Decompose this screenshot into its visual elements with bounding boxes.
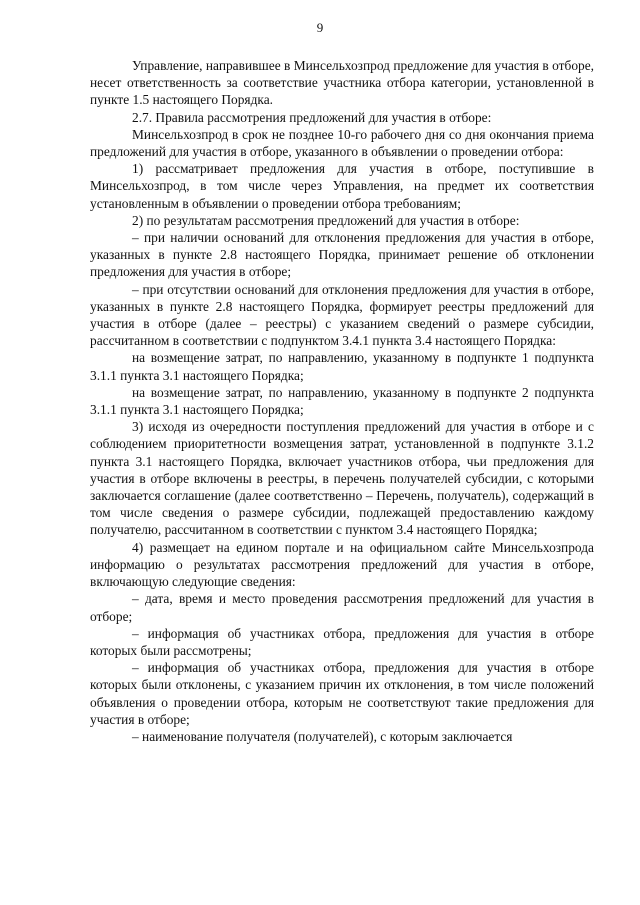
paragraph: на возмещение затрат, по направлению, указанному в подпункте 2 подпункта 3.1.1 пункта 3.1 настоящего Порядка;: [90, 384, 594, 418]
paragraph: – дата, время и место проведения рассмотрения предложений для участия в отборе;: [90, 591, 594, 624]
paragraph: – при отсутствии оснований для отклонения предложения для участия в отборе, указанных в пункте 2.8 настоящего Порядка, формирует реестры предложений для участия в отборе (далее – реестры) с указанием сведений о размере субсидии, рассчитанном в соответствии с подпунктом 3.4.1 пункта 3.4 настоящего Порядка:: [90, 281, 594, 349]
paragraph: 2) по результатам рассмотрения предложений для участия в отборе:: [132, 212, 520, 228]
paragraph: Минсельхозпрод в срок не позднее 10-го рабочего дня со дня окончания приема предложений для участия в отборе, указанного в объявлении о проведении отбора:: [90, 126, 594, 160]
paragraph: – при наличии оснований для отклонения предложения для участия в отборе, указанных в пункте 2.8 настоящего Порядка, принимает решение об отклонении предложения для участия в отборе;: [90, 230, 594, 280]
paragraph: 4) размещает на едином портале и на официальном сайте Минсельхозпрода информацию о результатах рассмотрения предложений для участия в отборе, включающую следующие сведения:: [90, 539, 594, 590]
page-number: 9: [316, 20, 324, 35]
paragraph: 3) исходя из очередности поступления предложений для участия в отборе и с соблюдением приоритетности возмещения затрат, установленной в подпункте 3.1.2 пункта 3.1 настоящего Порядка, включает участников отбора, чьи предложения для участия в отборе включены в реестры, в перечень получателей субсидии, с которыми заключается соглашение (далее соответственно – Перечень, получатель), содержащий в том числе сведения о размере субсидии, подлежащей предоставлению каждому получателю, рассчитанном в соответствии с пунктом 3.4 настоящего Порядка;: [90, 419, 594, 538]
paragraph: 1) рассматривает предложения для участия в отборе, поступившие в Минсельхозпрод, в том числе через Управления, на предмет их соответствия установленным в объявлении о проведении отбора требованиям;: [90, 161, 594, 211]
paragraph: на возмещение затрат, по направлению, указанному в подпункте 1 подпункта 3.1.1 пункта 3.1 настоящего Порядка;: [90, 350, 594, 383]
paragraph: 2.7. Правила рассмотрения предложений для участия в отборе:: [132, 109, 492, 125]
paragraph: – информация об участниках отбора, предложения для участия в отборе которых были отклонены, с указанием причин их отклонения, в том числе положений объявления о проведении отбора, которым не соответствуют такие предложения для участия в отборе;: [90, 660, 594, 727]
document-body: [90, 57, 594, 745]
paragraph: – наименование получателя (получателей), с которым заключается: [132, 728, 513, 744]
paragraph: – информация об участниках отбора, предложения для участия в отборе которых были рассмотрены;: [90, 625, 594, 658]
paragraph: Управление, направившее в Минсельхозпрод предложение для участия в отборе, несет ответственность за соответствие участника отбора категории, установленной в пункте 1.5 настоящего Порядка.: [90, 58, 594, 108]
